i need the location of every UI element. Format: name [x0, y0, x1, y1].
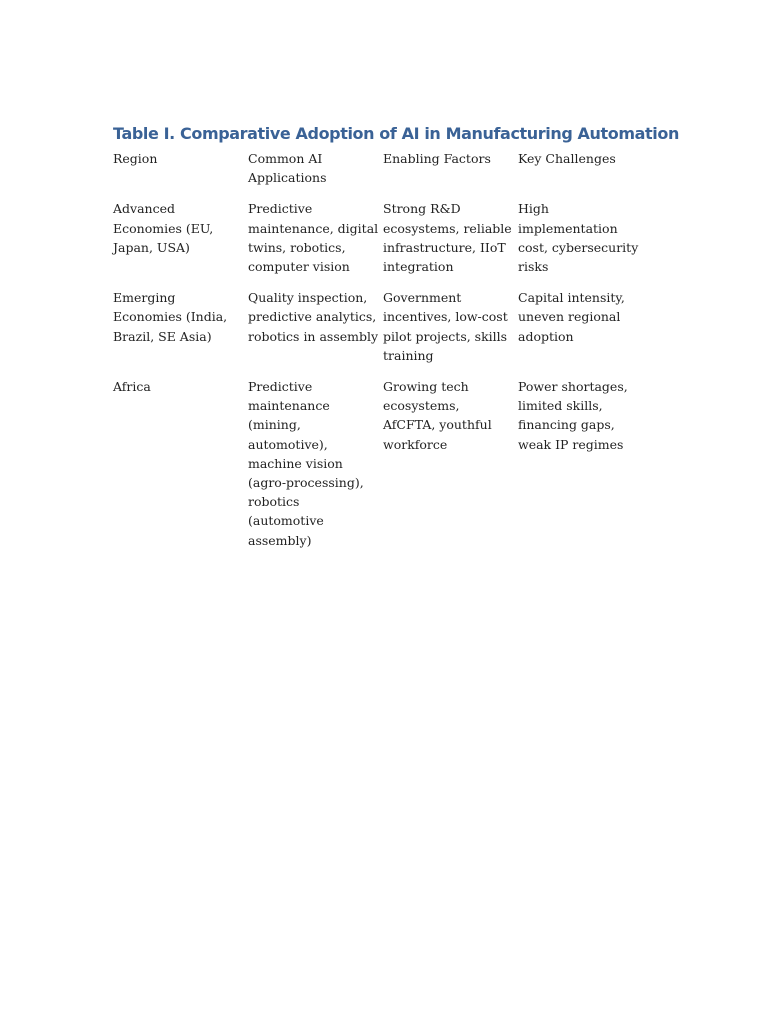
- cell-applications: Predictive maintenance, digital twins, robotics, computer vision: [248, 201, 379, 275]
- header-region: Region: [113, 151, 158, 166]
- table-header-row: [113, 149, 643, 199]
- cell-region: Emerging Economies (India, Brazil, SE Asia): [113, 290, 228, 344]
- table-row: [113, 377, 643, 562]
- header-key-challenges: Key Challenges: [518, 151, 616, 166]
- cell-enabling-factors: Government incentives, low-cost pilot projects, skills training: [383, 290, 508, 363]
- table-title: Table I. Comparative Adoption of AI in Manufacturing Automation: [113, 124, 679, 143]
- cell-enabling-factors: Strong R&D ecosystems, reliable infrastructure, IIoT integration: [383, 201, 512, 275]
- cell-region: Advanced Economies (EU, Japan, USA): [113, 201, 214, 255]
- cell-challenges: Capital intensity, uneven regional adoption: [518, 290, 625, 344]
- cell-challenges: High implementation cost, cybersecurity risks: [518, 201, 639, 275]
- header-common-ai-applications: Common AI Applications: [248, 151, 327, 186]
- header-enabling-factors: Enabling Factors: [383, 151, 491, 166]
- comparison-table: [113, 149, 643, 562]
- cell-challenges: Power shortages, limited skills, financing gaps, weak IP regimes: [518, 379, 628, 452]
- cell-applications: Predictive maintenance (mining, automotive), machine vision (agro-processing), robotics (automotive assembly): [248, 379, 364, 548]
- cell-applications: Quality inspection, predictive analytics, robotics in assembly: [248, 290, 379, 344]
- table-row: [113, 199, 643, 288]
- cell-region: Africa: [113, 379, 151, 395]
- cell-enabling-factors: Growing tech ecosystems, AfCFTA, youthful workforce: [383, 379, 492, 452]
- table-row: [113, 288, 643, 377]
